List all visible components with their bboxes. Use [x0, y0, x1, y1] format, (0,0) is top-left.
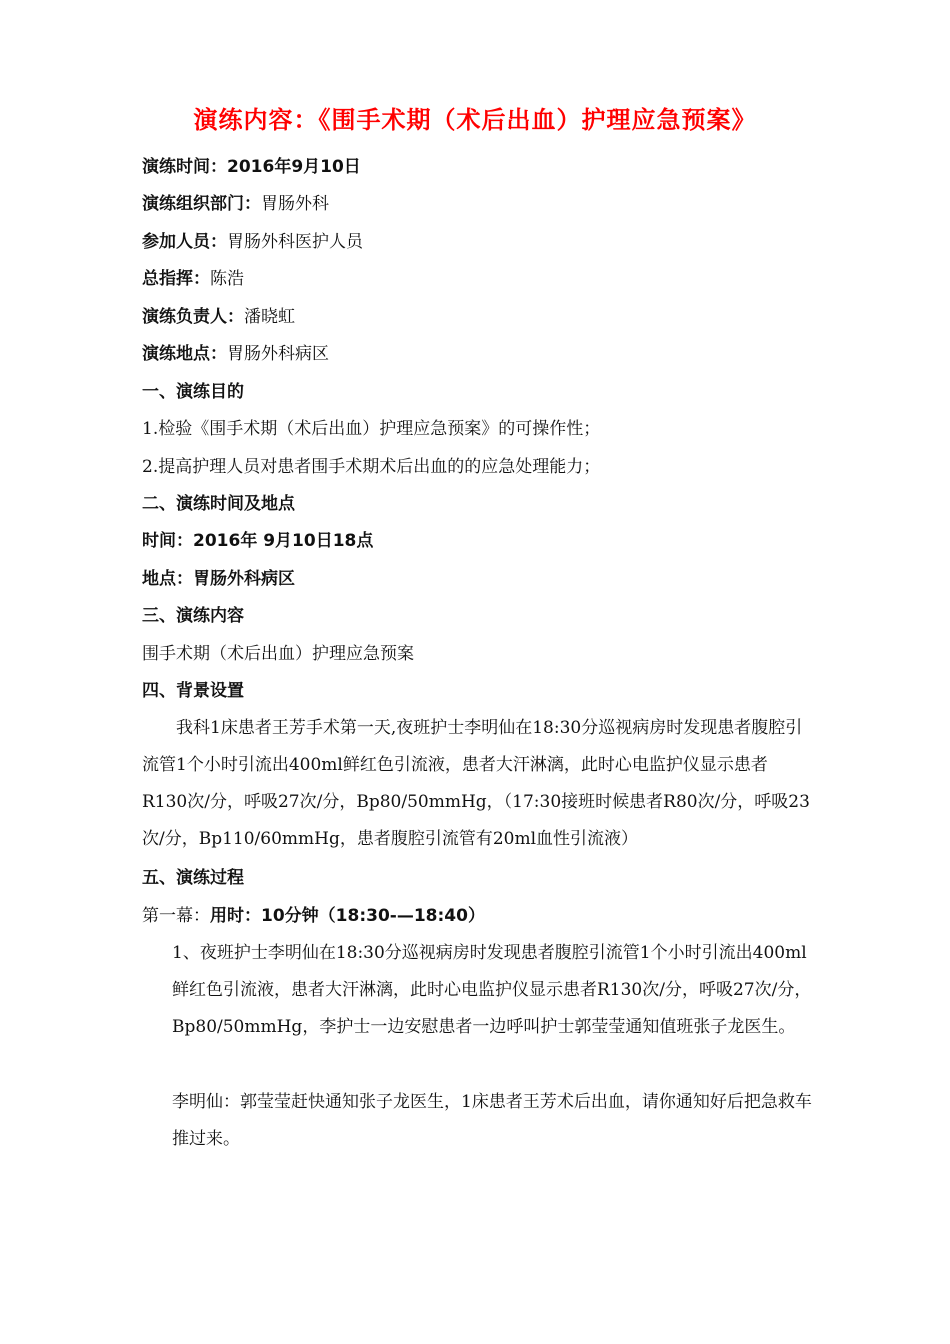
drill-leader-label: 演练负责人： [142, 307, 244, 327]
commander-label: 总指挥： [142, 269, 210, 289]
commander-line [142, 267, 244, 291]
drill-department-line [142, 192, 329, 216]
section1-heading: 一、演练目的 [142, 382, 244, 402]
section2-place: 地点：胃肠外科病区 [142, 569, 295, 589]
step-one-paragraph: 1、夜班护士李明仙在18:30分巡视病房时发现患者腹腔引流管1个小时引流出400ml鲜红色引流液，患者大汗淋漓，此时心电监护仪显示患者R130次/分，呼吸27次/分，Bp80/50mmHg，李护士一边安慰患者一边呼叫护士郭莹莹通知值班张子龙医生。 [172, 943, 812, 1037]
drill-time-line [142, 155, 361, 179]
section5-heading: 五、演练过程 [142, 868, 244, 888]
section1-item-2: 2.提高护理人员对患者围手术期术后出血的的应急处理能力； [142, 457, 601, 477]
drill-department-label: 演练组织部门： [142, 194, 261, 214]
section3-heading: 三、演练内容 [142, 606, 244, 626]
drill-leader-value: 潘晓虹 [244, 307, 295, 327]
section2-time: 时间：2016年 9月10日18点 [142, 531, 374, 551]
background-paragraph: 我科1床患者王芳手术第一天,夜班护士李明仙在18:30分巡视病房时发现患者腹腔引流管1个小时引流出400ml鲜红色引流液，患者大汗淋漓，此时心电监护仪显示患者R130次/分，呼吸27次/分，Bp80/50mmHg，（17:30接班时候患者R80次/分，呼吸23次/分，Bp110/60mmHg，患者腹腔引流管有20ml血性引流液） [142, 718, 810, 849]
drill-department-value: 胃肠外科 [261, 194, 329, 214]
drill-location-value: 胃肠外科病区 [227, 344, 329, 364]
participants-label: 参加人员： [142, 232, 227, 252]
drill-time-label: 演练时间：2016年9月10日 [142, 157, 361, 177]
act-one-prefix: 第一幕： [142, 906, 210, 926]
section2-heading: 二、演练时间及地点 [142, 494, 295, 514]
section4-heading: 四、背景设置 [142, 681, 244, 701]
drill-location-line [142, 342, 329, 366]
drill-location-label: 演练地点： [142, 344, 227, 364]
page-title: 演练内容：《围手术期（术后出血）护理应急预案》 [193, 106, 757, 134]
act-one-time: 用时：10分钟（18:30-—18:40） [210, 906, 485, 926]
section1-item-1: 1.检验《围手术期（术后出血）护理应急预案》的可操作性； [142, 419, 601, 439]
participants-line [142, 230, 363, 254]
section3-content: 围手术期（术后出血）护理应急预案 [142, 644, 414, 664]
drill-leader-line [142, 305, 295, 329]
commander-value: 陈浩 [210, 269, 244, 289]
act-one-line [142, 904, 485, 928]
participants-value: 胃肠外科医护人员 [227, 232, 363, 252]
dialogue-paragraph: 李明仙：郭莹莹赶快通知张子龙医生，1床患者王芳术后出血，请你通知好后把急救车推过来。 [172, 1092, 812, 1149]
